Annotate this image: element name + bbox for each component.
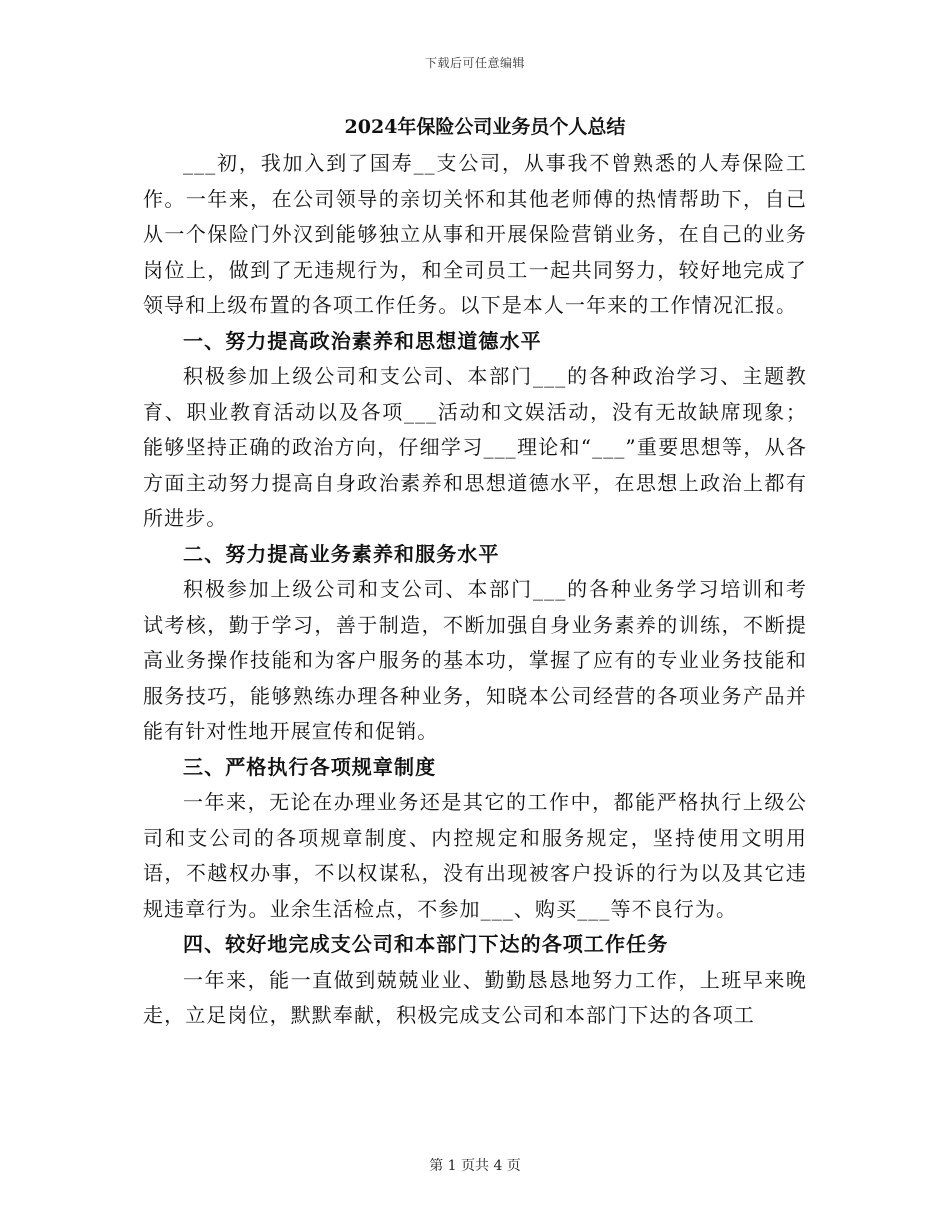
section-body-1: 积极参加上级公司和支公司、本部门___的各种政治学习、主题教育、职业教育活动以及各项___活动和文娱活动，没有无故缺席现象；能够坚持正确的政治方向，仔细学习___理论和“___”重要思想等，从各方面主动努力提高自身政治素养和思想道德水平，在思想上政治上都有所进步。 xyxy=(143,364,807,530)
section-body-3: 一年来，无论在办理业务还是其它的工作中，都能严格执行上级公司和支公司的各项规章制度、内控规定和服务规定，坚持使用文明用语，不越权办事，不以权谋私，没有出现被客户投诉的行为以及其它违规违章行为。业余生活检点，不参加___、购买___等不良行为。 xyxy=(143,790,807,921)
section-body-2: 积极参加上级公司和支公司、本部门___的各种业务学习培训和考试考核，勤于学习，善于制造，不断加强自身业务素养的训练，不断提高业务操作技能和为客户服务的基本功，掌握了应有的专业业务技能和服务技巧，能够熟练办理各种业务，知晓本公司经营的各项业务产品并能有针对性地开展宣传和促销。 xyxy=(143,577,807,743)
section-heading-3: 三、严格执行各项规章制度 xyxy=(183,754,437,779)
section-heading-1: 一、努力提高政治素养和思想道德水平 xyxy=(183,328,542,353)
document-body xyxy=(143,112,807,1034)
section-body-4: 一年来，能一直做到兢兢业业、勤勤恳恳地努力工作，上班早来晚走，立足岗位，默默奉献，积极完成支公司和本部门下达的各项工 xyxy=(143,967,807,1027)
intro-paragraph: ___初，我加入到了国寿__支公司，从事我不曾熟悉的人寿保险工作。一年来，在公司领导的亲切关怀和其他老师傅的热情帮助下，自己从一个保险门外汉到能够独立从事和开展保险营销业务，在自己的业务岗位上，做到了无违规行为，和全司员工一起共同努力，较好地完成了领导和上级布置的各项工作任务。以下是本人一年来的工作情况汇报。 xyxy=(143,151,807,317)
section-heading-2: 二、努力提高业务素养和服务水平 xyxy=(183,541,500,566)
section-heading-4: 四、较好地完成支公司和本部门下达的各项工作任务 xyxy=(183,932,669,956)
document-title: 2024年保险公司业务员个人总结 xyxy=(344,116,626,138)
page-number: 第 1 页共 4 页 xyxy=(429,1158,521,1174)
page-header: 下载后可任意编辑 xyxy=(424,56,525,70)
